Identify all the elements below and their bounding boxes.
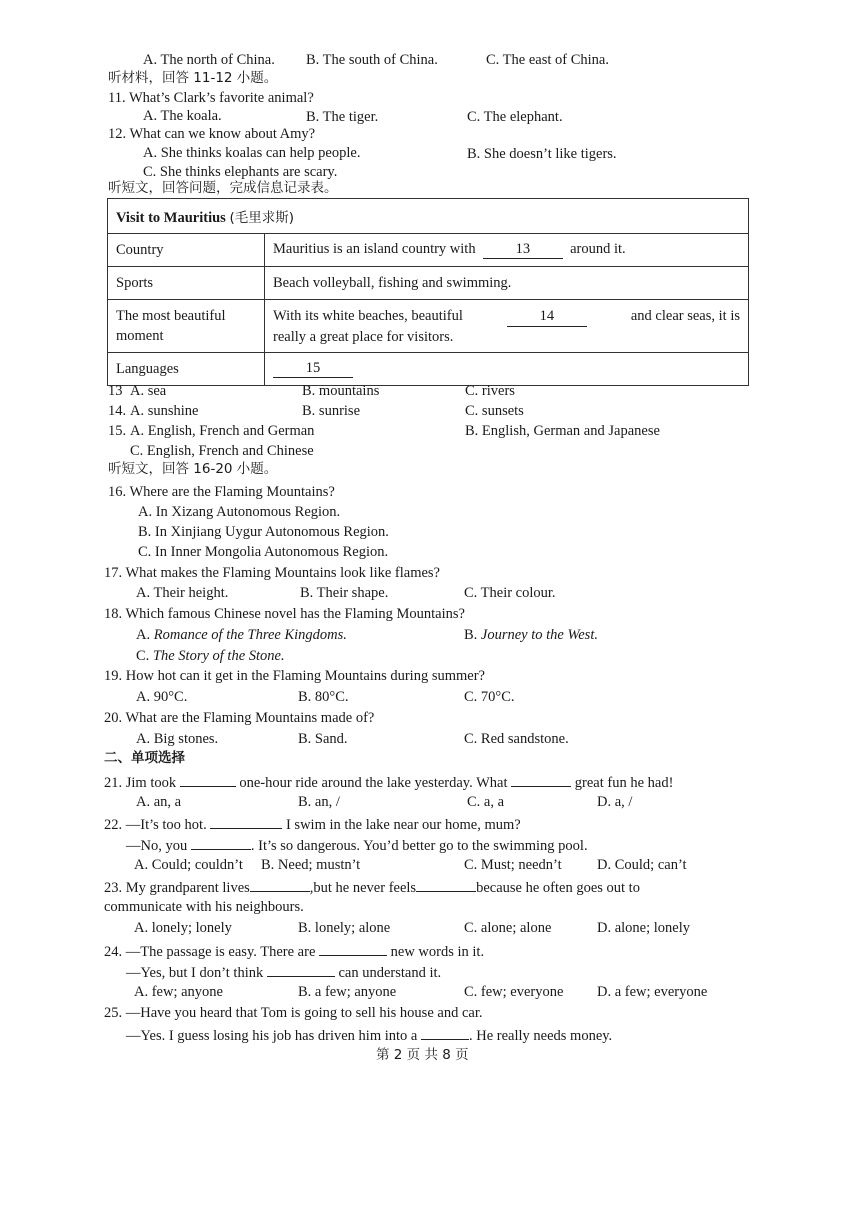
q21-option-b: B. an, / <box>298 794 340 810</box>
row-content: Beach volleyball, fishing and swimming. <box>265 267 749 300</box>
section-heading-16-20: 听短文，回答 16-20 小题。 <box>108 461 278 477</box>
q15-number: 15. <box>108 423 127 439</box>
question-20: 20. What are the Flaming Mountains made of? <box>104 710 375 726</box>
table-title-cn: (毛里求斯) <box>229 209 294 226</box>
q22-option-b: B. Need; mustn’t <box>261 857 361 873</box>
q11-option-b: B. The tiger. <box>306 109 379 125</box>
answer-blank <box>250 879 310 892</box>
row-label: Languages <box>108 353 265 386</box>
section-heading-11-12: 听材料，回答 11-12 小题。 <box>108 70 278 86</box>
question-25-reply: —Yes. I guess losing his job has driven him into a . He really needs money. <box>126 1028 613 1044</box>
q22-option-a: A. Could; couldn’t <box>134 857 243 873</box>
q16-option-c: C. In Inner Mongolia Autonomous Region. <box>138 544 389 560</box>
question-17: 17. What makes the Flaming Mountains look like flames? <box>104 565 440 581</box>
q23-option-d: D. alone; lonely <box>597 920 691 936</box>
q15-option-b: B. English, German and Japanese <box>465 423 660 439</box>
row-label: Country <box>108 234 265 267</box>
answer-blank-14: 14 <box>507 306 587 327</box>
row-label <box>108 300 265 353</box>
answer-blank <box>319 943 387 956</box>
q20-option-a: A. Big stones. <box>136 731 219 747</box>
q11-option-a: A. The koala. <box>143 108 222 124</box>
row-content: Mauritius is an island country with 13 around it. <box>265 234 749 267</box>
table-row <box>108 234 749 267</box>
table-title <box>108 199 749 234</box>
table-row <box>108 300 749 353</box>
question-16: 16. Where are the Flaming Mountains? <box>108 484 335 500</box>
q14-option-a: A. sunshine <box>130 403 199 419</box>
answer-blank <box>416 879 476 892</box>
question-12: 12. What can we know about Amy? <box>108 126 316 142</box>
question-22: 22. —It’s too hot. I swim in the lake near our home, mum? <box>104 817 521 833</box>
row-content <box>265 353 749 386</box>
q24-option-d: D. a few; everyone <box>597 984 708 1000</box>
q21-option-d: D. a, / <box>597 794 633 810</box>
q10-option-b: B. The south of China. <box>306 52 438 68</box>
q13-option-b: B. mountains <box>302 383 380 399</box>
q23-option-a: A. lonely; lonely <box>134 920 232 936</box>
q12-option-b: B. She doesn’t like tigers. <box>467 146 617 162</box>
row-label-line1: The most beautiful <box>116 308 226 324</box>
answer-blank <box>267 964 335 977</box>
answer-blank <box>180 774 236 787</box>
q17-option-c: C. Their colour. <box>464 585 556 601</box>
page-footer: 第 2 页 共 8 页 <box>376 1047 469 1063</box>
table-title-en: Visit to Mauritius <box>116 209 226 226</box>
q19-option-c: C. 70°C. <box>464 689 515 705</box>
q10-option-c: C. The east of China. <box>486 52 609 68</box>
q12-option-a: A. She thinks koalas can help people. <box>143 145 361 161</box>
q24-option-a: A. few; anyone <box>134 984 223 1000</box>
q12-option-c: C. She thinks elephants are scary. <box>143 164 338 180</box>
answer-blank <box>210 816 282 829</box>
question-23: 23. My grandparent lives ,but he never feels because he often goes out to <box>104 880 640 896</box>
row-label: Sports <box>108 267 265 300</box>
question-18: 18. Which famous Chinese novel has the Flaming Mountains? <box>104 606 465 622</box>
q15-option-c: C. English, French and Chinese <box>130 443 314 459</box>
q16-option-a: A. In Xizang Autonomous Region. <box>138 504 341 520</box>
q19-option-a: A. 90°C. <box>136 689 188 705</box>
q23-option-c: C. alone; alone <box>464 920 552 936</box>
q16-option-b: B. In Xinjiang Uygur Autonomous Region. <box>138 524 389 540</box>
question-22-reply: —No, you . It’s so dangerous. You’d better go to the swimming pool. <box>126 838 588 854</box>
q22-option-c: C. Must; needn’t <box>464 857 562 873</box>
section-heading-table: 听短文，回答问题，完成信息记录表。 <box>108 180 338 196</box>
answer-blank <box>421 1027 469 1040</box>
row-content: With its white beaches, beautiful 14 and clear seas, it is really a great place for visitors. <box>265 300 749 353</box>
q13-option-a: A. sea <box>130 383 167 399</box>
question-11: 11. What’s Clark’s favorite animal? <box>108 90 314 106</box>
q23-option-b: B. lonely; alone <box>298 920 391 936</box>
q24-option-c: C. few; everyone <box>464 984 564 1000</box>
answer-blank <box>511 774 571 787</box>
q21-option-a: A. an, a <box>136 794 182 810</box>
question-24: 24. —The passage is easy. There are new words in it. <box>104 944 485 960</box>
q22-option-d: D. Could; can’t <box>597 857 687 873</box>
q15-option-a: A. English, French and German <box>130 423 315 439</box>
info-record-table <box>107 198 749 386</box>
answer-blank-13: 13 <box>483 241 563 259</box>
q14-option-c: C. sunsets <box>465 403 524 419</box>
q18-option-c: C. The Story of the Stone. <box>136 648 285 664</box>
q13-number: 13 <box>108 383 123 399</box>
q20-option-c: C. Red sandstone. <box>464 731 569 747</box>
q19-option-b: B. 80°C. <box>298 689 349 705</box>
question-19: 19. How hot can it get in the Flaming Mountains during summer? <box>104 668 485 684</box>
question-23-line2: communicate with his neighbours. <box>104 899 304 915</box>
q14-number: 14. <box>108 403 127 419</box>
q17-option-b: B. Their shape. <box>300 585 389 601</box>
q21-option-c: C. a, a <box>467 794 505 810</box>
question-21: 21. Jim took one-hour ride around the lake yesterday. What great fun he had! <box>104 775 674 791</box>
question-25: 25. —Have you heard that Tom is going to sell his house and car. <box>104 1005 483 1021</box>
table-row <box>108 353 749 386</box>
q10-option-a: A. The north of China. <box>143 52 275 68</box>
q13-option-c: C. rivers <box>465 383 515 399</box>
answer-blank-15: 15 <box>273 360 353 378</box>
q18-option-a: A. Romance of the Three Kingdoms. <box>136 627 347 643</box>
table-row <box>108 267 749 300</box>
section-heading-single-choice: 二、单项选择 <box>104 750 185 766</box>
q20-option-b: B. Sand. <box>298 731 348 747</box>
q18-option-b: B. Journey to the West. <box>464 627 598 643</box>
q14-option-b: B. sunrise <box>302 403 360 419</box>
answer-blank <box>191 837 251 850</box>
row-label-line2: moment <box>116 328 164 344</box>
q17-option-a: A. Their height. <box>136 585 229 601</box>
q24-option-b: B. a few; anyone <box>298 984 397 1000</box>
q11-option-c: C. The elephant. <box>467 109 563 125</box>
question-24-reply: —Yes, but I don’t think can understand it. <box>126 965 442 981</box>
